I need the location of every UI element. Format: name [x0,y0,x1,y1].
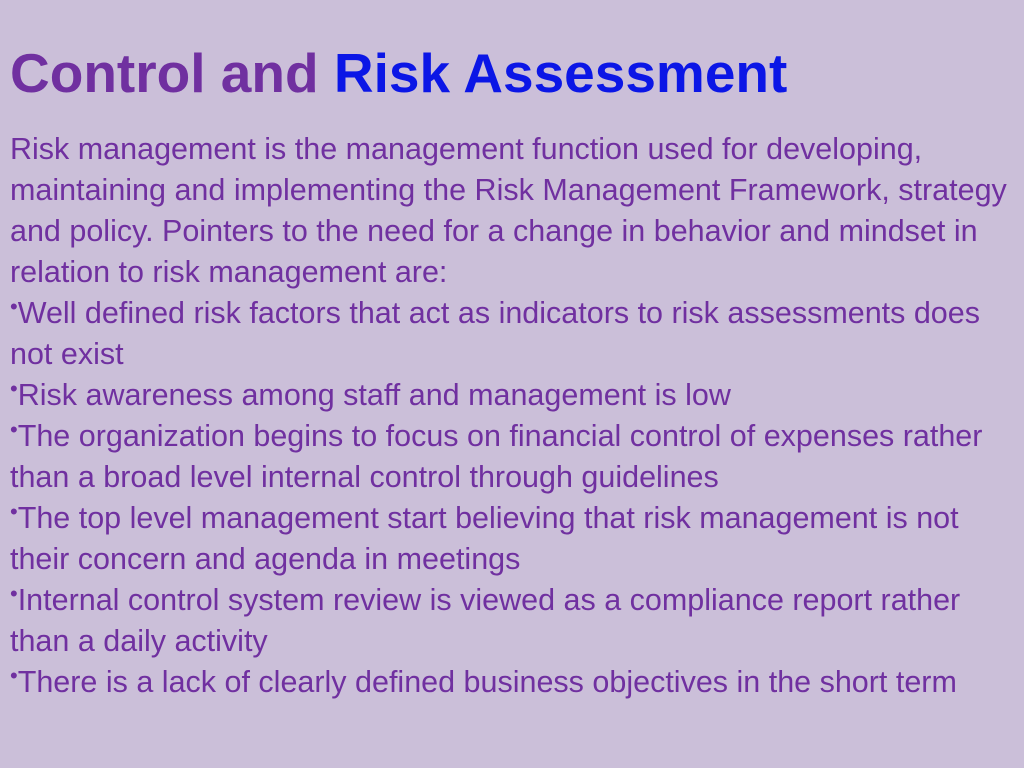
bullet-text: Risk awareness among staff and management is low [17,378,731,412]
intro-paragraph: Risk management is the management function used for developing, maintaining and implementing the Risk Management Framework, strategy and policy. Pointers to the need for a change in behavior and mindset in relation to risk management are: [10,132,1007,289]
slide-title [10,40,1010,106]
title-part-risk-assessment: Risk Assessment [333,42,788,104]
bullet-item [10,416,1010,498]
bullet-text: The organization begins to focus on financial control of expenses rather than a broad level internal control through guidelines [10,419,983,494]
bullet-item [10,293,1010,375]
bullet-text: There is a lack of clearly defined business objectives in the short term [17,665,957,699]
bullet-item [10,498,1010,580]
title-part-control-and: Control and [10,42,334,104]
bullet-icon: • [10,376,18,401]
bullet-text: Internal control system review is viewed as a compliance report rather than a daily activity [10,583,961,658]
bullet-item [10,580,1010,662]
bullet-item [10,662,1010,703]
bullet-icon: • [10,294,18,319]
bullet-item [10,375,1010,416]
bullet-icon: • [10,663,18,688]
bullet-icon: • [10,581,18,606]
bullet-text: Well defined risk factors that act as indicators to risk assessments does not exist [10,296,980,371]
bullet-list [10,293,1010,703]
slide-body [10,129,1010,703]
bullet-icon: • [10,499,18,524]
bullet-icon: • [10,417,18,442]
bullet-text: The top level management start believing that risk management is not their concern and agenda in meetings [10,501,959,576]
